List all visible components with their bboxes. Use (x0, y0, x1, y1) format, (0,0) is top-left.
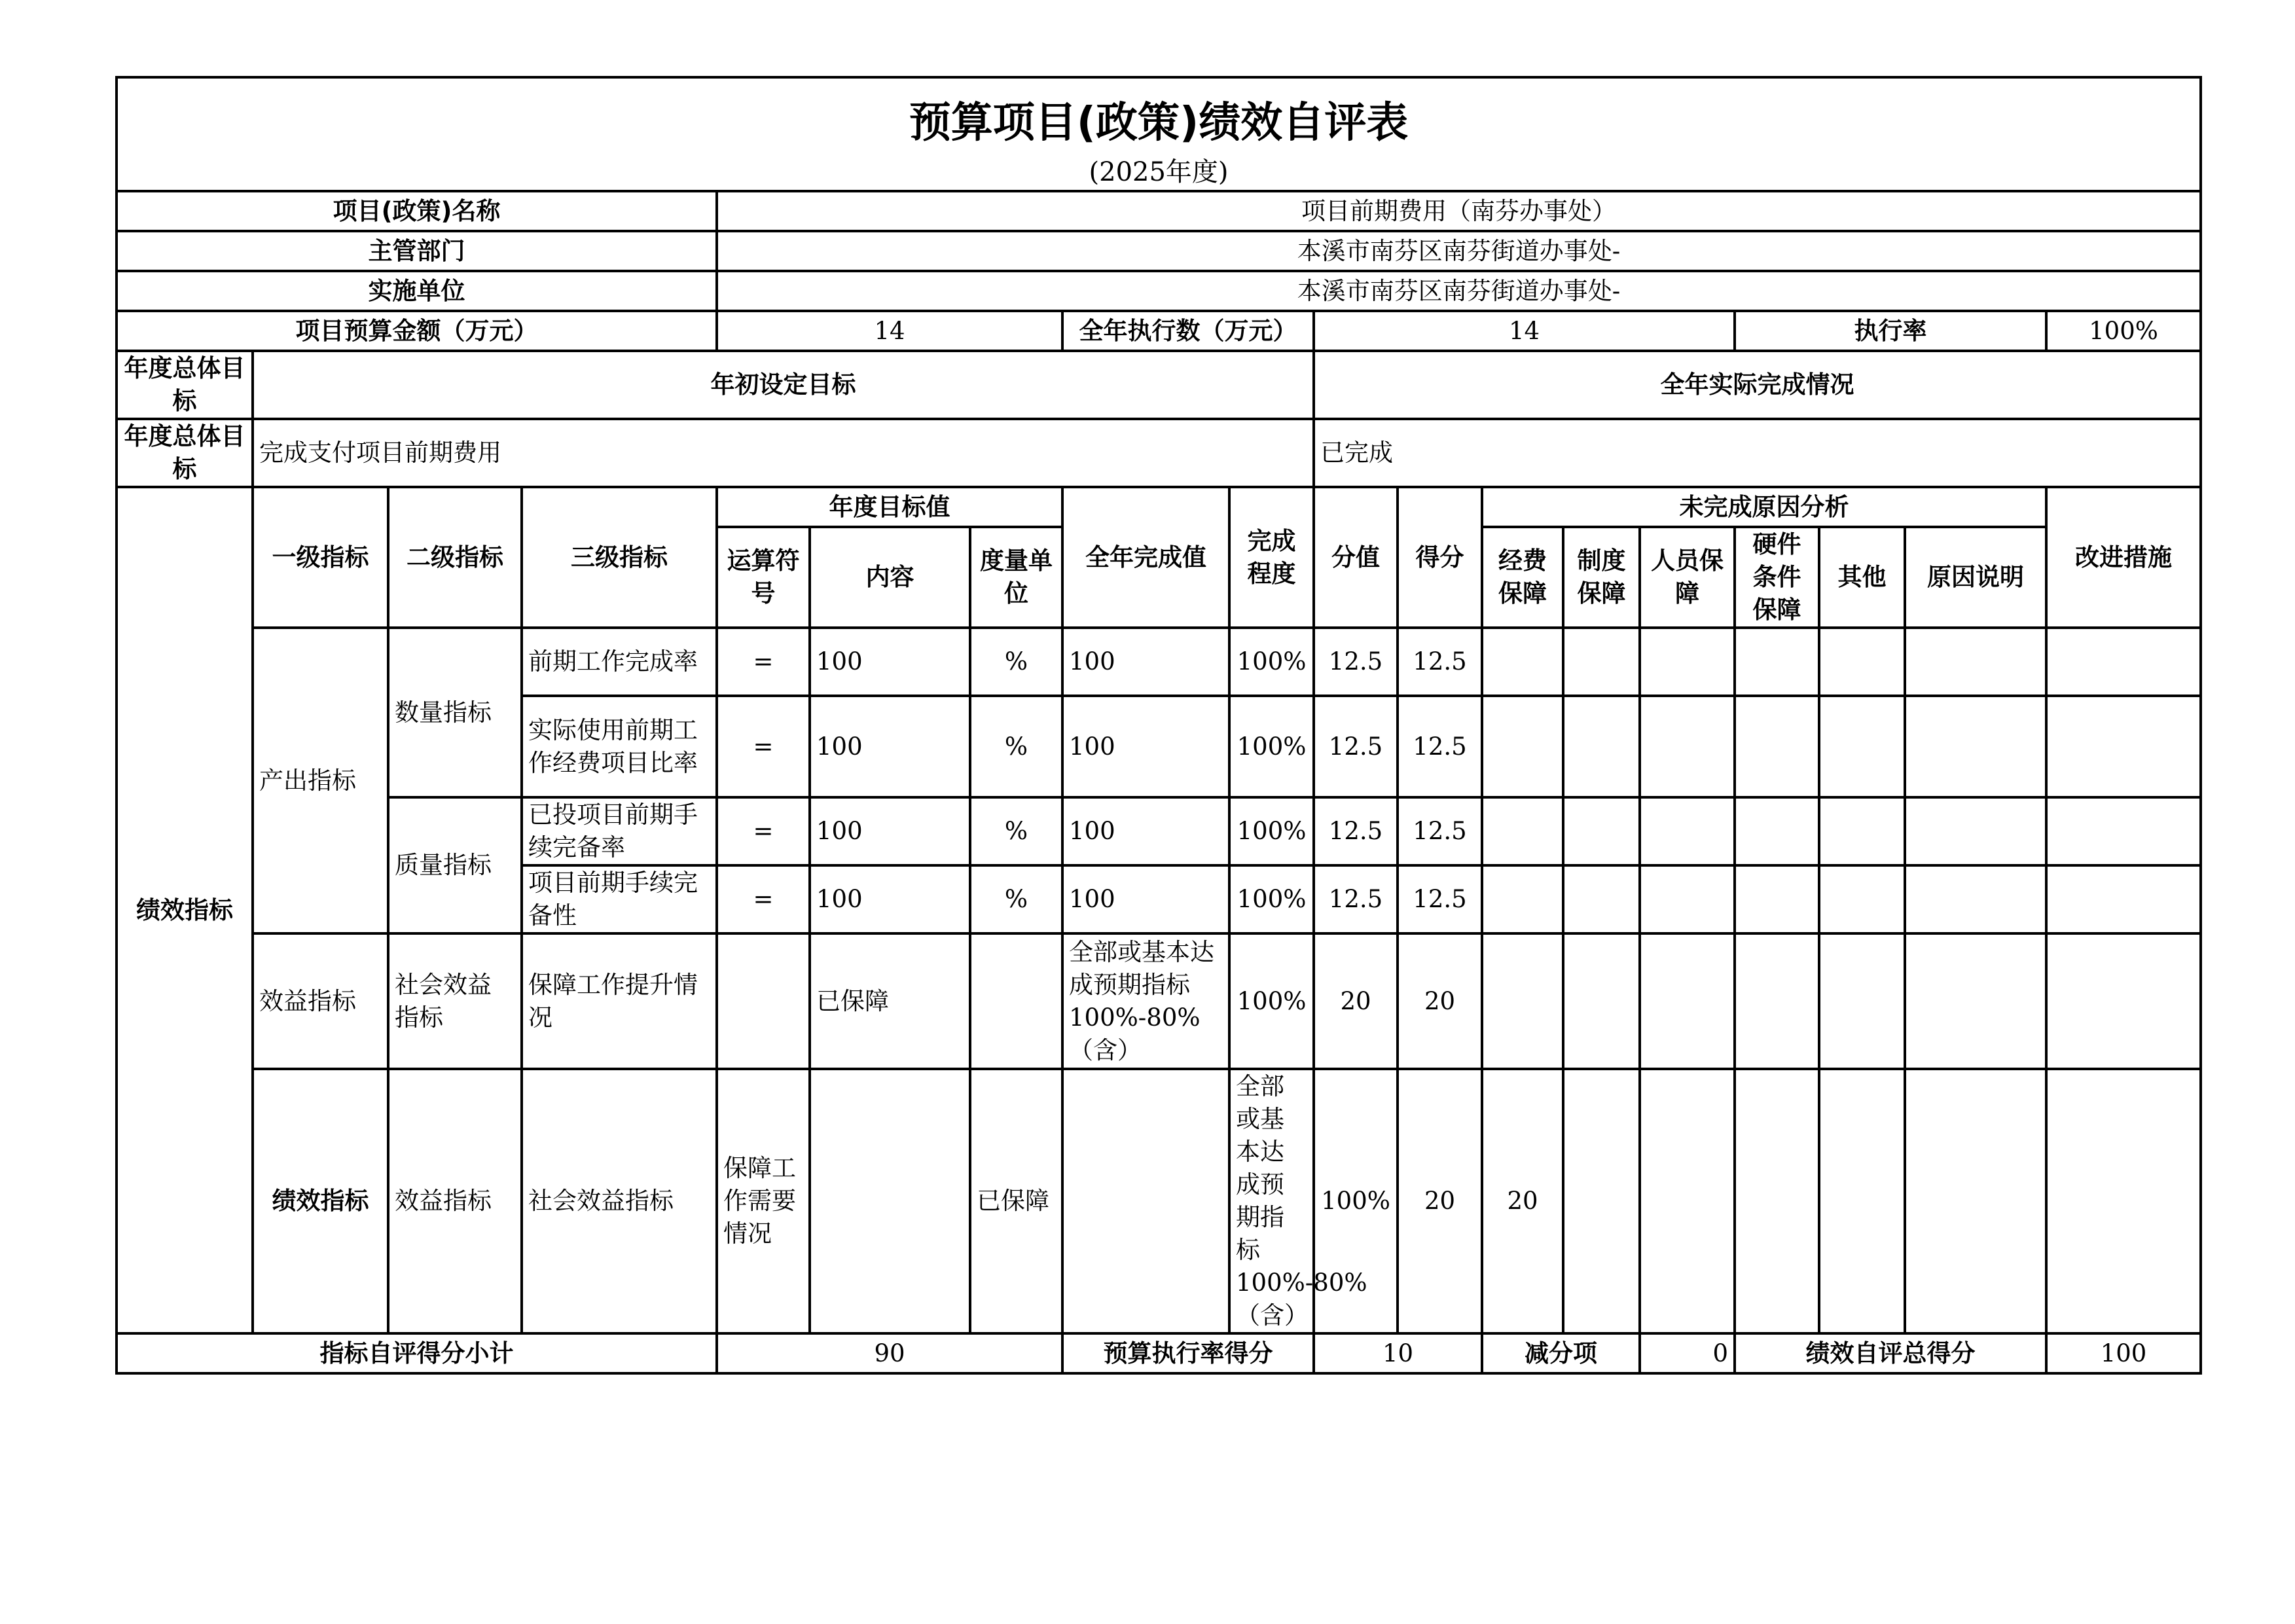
empty-cell (1482, 696, 1563, 797)
project-name-value: 项目前期费用（南芬办事处） (717, 191, 2201, 231)
empty-cell (1482, 933, 1563, 1069)
value-cell: 12.5 (1314, 628, 1398, 696)
empty-cell (1563, 696, 1640, 797)
total-label: 绩效自评总得分 (1735, 1333, 2046, 1373)
empty-cell (1819, 797, 1905, 865)
annual-goal-label: 年度总体目标 (117, 351, 253, 419)
social-indicator-label-2: 社会效益指标 (522, 1069, 717, 1333)
hardware-header: 硬件条件保障 (1735, 527, 1819, 628)
deduct-value: 0 (1640, 1333, 1735, 1373)
actual-goal-value: 已完成 (1314, 419, 2201, 487)
dept-label: 主管部门 (117, 231, 717, 271)
initial-goal-value: 完成支付项目前期费用 (253, 419, 1314, 487)
score-cell: 20 (1398, 933, 1482, 1069)
score-header: 得分 (1398, 487, 1482, 628)
empty-cell (1640, 797, 1735, 865)
done-cell: 100 (1062, 628, 1229, 696)
degree-cell: 100% (1229, 797, 1314, 865)
reason-analysis-header: 未完成原因分析 (1482, 487, 2046, 527)
degree-cell: 100% (1314, 1069, 1398, 1333)
unit-cell: % (970, 696, 1062, 797)
score-cell: 20 (1482, 1069, 1563, 1333)
done-cell: 100 (1062, 797, 1229, 865)
operator-header: 运算符号 (717, 527, 810, 628)
content-cell: 100 (810, 797, 970, 865)
done-cell: 全部或基本达成预期指标100%-80%（含） (1062, 933, 1229, 1069)
empty-cell (1819, 1069, 1905, 1333)
indicator-name: 前期工作完成率 (522, 628, 717, 696)
score-cell: 12.5 (1398, 865, 1482, 933)
completion-header: 完成程度 (1229, 487, 1314, 628)
empty-cell (1640, 865, 1735, 933)
score-value-header: 分值 (1314, 487, 1398, 628)
project-name-label: 项目(政策)名称 (117, 191, 717, 231)
dept-value: 本溪市南芬区南芬街道办事处- (717, 231, 2201, 271)
content-cell: 100 (810, 865, 970, 933)
content-cell: 100 (810, 696, 970, 797)
empty-cell (1735, 797, 1819, 865)
indicator-name: 保障工作提升情况 (522, 933, 717, 1069)
empty-cell (2046, 696, 2201, 797)
empty-cell (1563, 1069, 1640, 1333)
empty-cell (1640, 628, 1735, 696)
reason-desc-header: 原因说明 (1905, 527, 2046, 628)
budget-rate-value: 10 (1314, 1333, 1482, 1373)
exec-value: 14 (1314, 311, 1735, 351)
improve-header: 改进措施 (2046, 487, 2201, 628)
empty-cell (1640, 1069, 1735, 1333)
empty-cell (2046, 797, 2201, 865)
perf-indicator-label: 绩效指标 (117, 487, 253, 1333)
perf-indicator-label-2: 绩效指标 (253, 1069, 388, 1333)
done-cell: 全部或基本达成预期指标100%-80%（含） (1229, 1069, 1314, 1333)
operator-cell (717, 933, 810, 1069)
deduct-label: 减分项 (1482, 1333, 1640, 1373)
score-cell: 12.5 (1398, 797, 1482, 865)
done-cell: 100 (1062, 696, 1229, 797)
empty-cell (1735, 933, 1819, 1069)
empty-cell (1563, 628, 1640, 696)
exec-label: 全年执行数（万元） (1062, 311, 1314, 351)
indicator-name: 保障工作需要情况 (717, 1069, 810, 1333)
empty-cell (1640, 933, 1735, 1069)
annual-done-header: 全年完成值 (1062, 487, 1229, 628)
degree-cell: 100% (1229, 933, 1314, 1069)
empty-cell (1819, 696, 1905, 797)
value-cell: 20 (1398, 1069, 1482, 1333)
level2-header: 二级指标 (388, 487, 522, 628)
system-header: 制度保障 (1563, 527, 1640, 628)
empty-cell (1819, 933, 1905, 1069)
output-indicator-label: 产出指标 (253, 628, 388, 933)
annual-goal-label-2: 年度总体目标 (117, 419, 253, 487)
empty-cell (2046, 1069, 2201, 1333)
empty-cell (2046, 933, 2201, 1069)
unit-cell (970, 933, 1062, 1069)
rate-value: 100% (2046, 311, 2201, 351)
degree-cell: 100% (1229, 696, 1314, 797)
budget-rate-label: 预算执行率得分 (1062, 1333, 1314, 1373)
page-subtitle: (2025年度) (1089, 157, 1229, 187)
operator-cell: = (717, 865, 810, 933)
budget-label: 项目预算金额（万元） (117, 311, 717, 351)
indicator-name: 已投项目前期手续完备率 (522, 797, 717, 865)
content-header: 内容 (810, 527, 970, 628)
degree-cell: 100% (1229, 865, 1314, 933)
actual-goal-label: 全年实际完成情况 (1314, 351, 2201, 419)
budget-value: 14 (717, 311, 1062, 351)
empty-cell (1905, 933, 2046, 1069)
degree-cell: 100% (1229, 628, 1314, 696)
unit-cell: % (970, 797, 1062, 865)
content-cell: 100 (810, 628, 970, 696)
other-header: 其他 (1819, 527, 1905, 628)
empty-cell (1482, 797, 1563, 865)
operator-cell: = (717, 797, 810, 865)
empty-cell (1735, 865, 1819, 933)
empty-cell (1563, 865, 1640, 933)
score-cell: 12.5 (1398, 628, 1482, 696)
empty-cell (1905, 1069, 2046, 1333)
unit-cell (1062, 1069, 1229, 1333)
operator-cell (810, 1069, 970, 1333)
content-cell: 已保障 (970, 1069, 1062, 1333)
subtotal-value: 90 (717, 1333, 1062, 1373)
initial-goal-label: 年初设定目标 (253, 351, 1314, 419)
social-indicator-label: 社会效益指标 (388, 933, 522, 1069)
operator-cell: = (717, 696, 810, 797)
total-value: 100 (2046, 1333, 2201, 1373)
benefit-indicator-label-2: 效益指标 (388, 1069, 522, 1333)
empty-cell (1819, 628, 1905, 696)
personnel-header: 人员保障 (1640, 527, 1735, 628)
table-title (117, 77, 2201, 191)
empty-cell (1735, 1069, 1819, 1333)
empty-cell (2046, 628, 2201, 696)
empty-cell (1482, 865, 1563, 933)
empty-cell (1905, 696, 2046, 797)
indicator-name: 项目前期手续完备性 (522, 865, 717, 933)
unit-cell: % (970, 865, 1062, 933)
funding-header: 经费保障 (1482, 527, 1563, 628)
empty-cell (1735, 696, 1819, 797)
empty-cell (1905, 797, 2046, 865)
score-cell: 12.5 (1398, 696, 1482, 797)
annual-target-header: 年度目标值 (717, 487, 1062, 527)
evaluation-table (115, 76, 2202, 1375)
self-evaluation-sheet (115, 76, 2193, 1375)
page-title: 预算项目(政策)绩效自评表 (909, 99, 1409, 147)
done-cell: 100 (1062, 865, 1229, 933)
value-cell: 20 (1314, 933, 1398, 1069)
value-cell: 12.5 (1314, 696, 1398, 797)
level1-header: 一级指标 (253, 487, 388, 628)
content-cell: 已保障 (810, 933, 970, 1069)
empty-cell (1905, 865, 2046, 933)
rate-label: 执行率 (1735, 311, 2046, 351)
indicator-name: 实际使用前期工作经费项目比率 (522, 696, 717, 797)
empty-cell (1905, 628, 2046, 696)
subtotal-label: 指标自评得分小计 (117, 1333, 717, 1373)
value-cell: 12.5 (1314, 865, 1398, 933)
operator-cell: = (717, 628, 810, 696)
empty-cell (1563, 933, 1640, 1069)
empty-cell (1819, 865, 1905, 933)
empty-cell (1640, 696, 1735, 797)
empty-cell (1482, 628, 1563, 696)
value-cell: 12.5 (1314, 797, 1398, 865)
quantity-indicator-label: 数量指标 (388, 628, 522, 797)
level3-header: 三级指标 (522, 487, 717, 628)
measure-unit-header: 度量单位 (970, 527, 1062, 628)
unit-label: 实施单位 (117, 271, 717, 311)
empty-cell (2046, 865, 2201, 933)
benefit-indicator-label: 效益指标 (253, 933, 388, 1069)
unit-cell: % (970, 628, 1062, 696)
quality-indicator-label: 质量指标 (388, 797, 522, 933)
empty-cell (1735, 628, 1819, 696)
empty-cell (1563, 797, 1640, 865)
unit-value: 本溪市南芬区南芬街道办事处- (717, 271, 2201, 311)
